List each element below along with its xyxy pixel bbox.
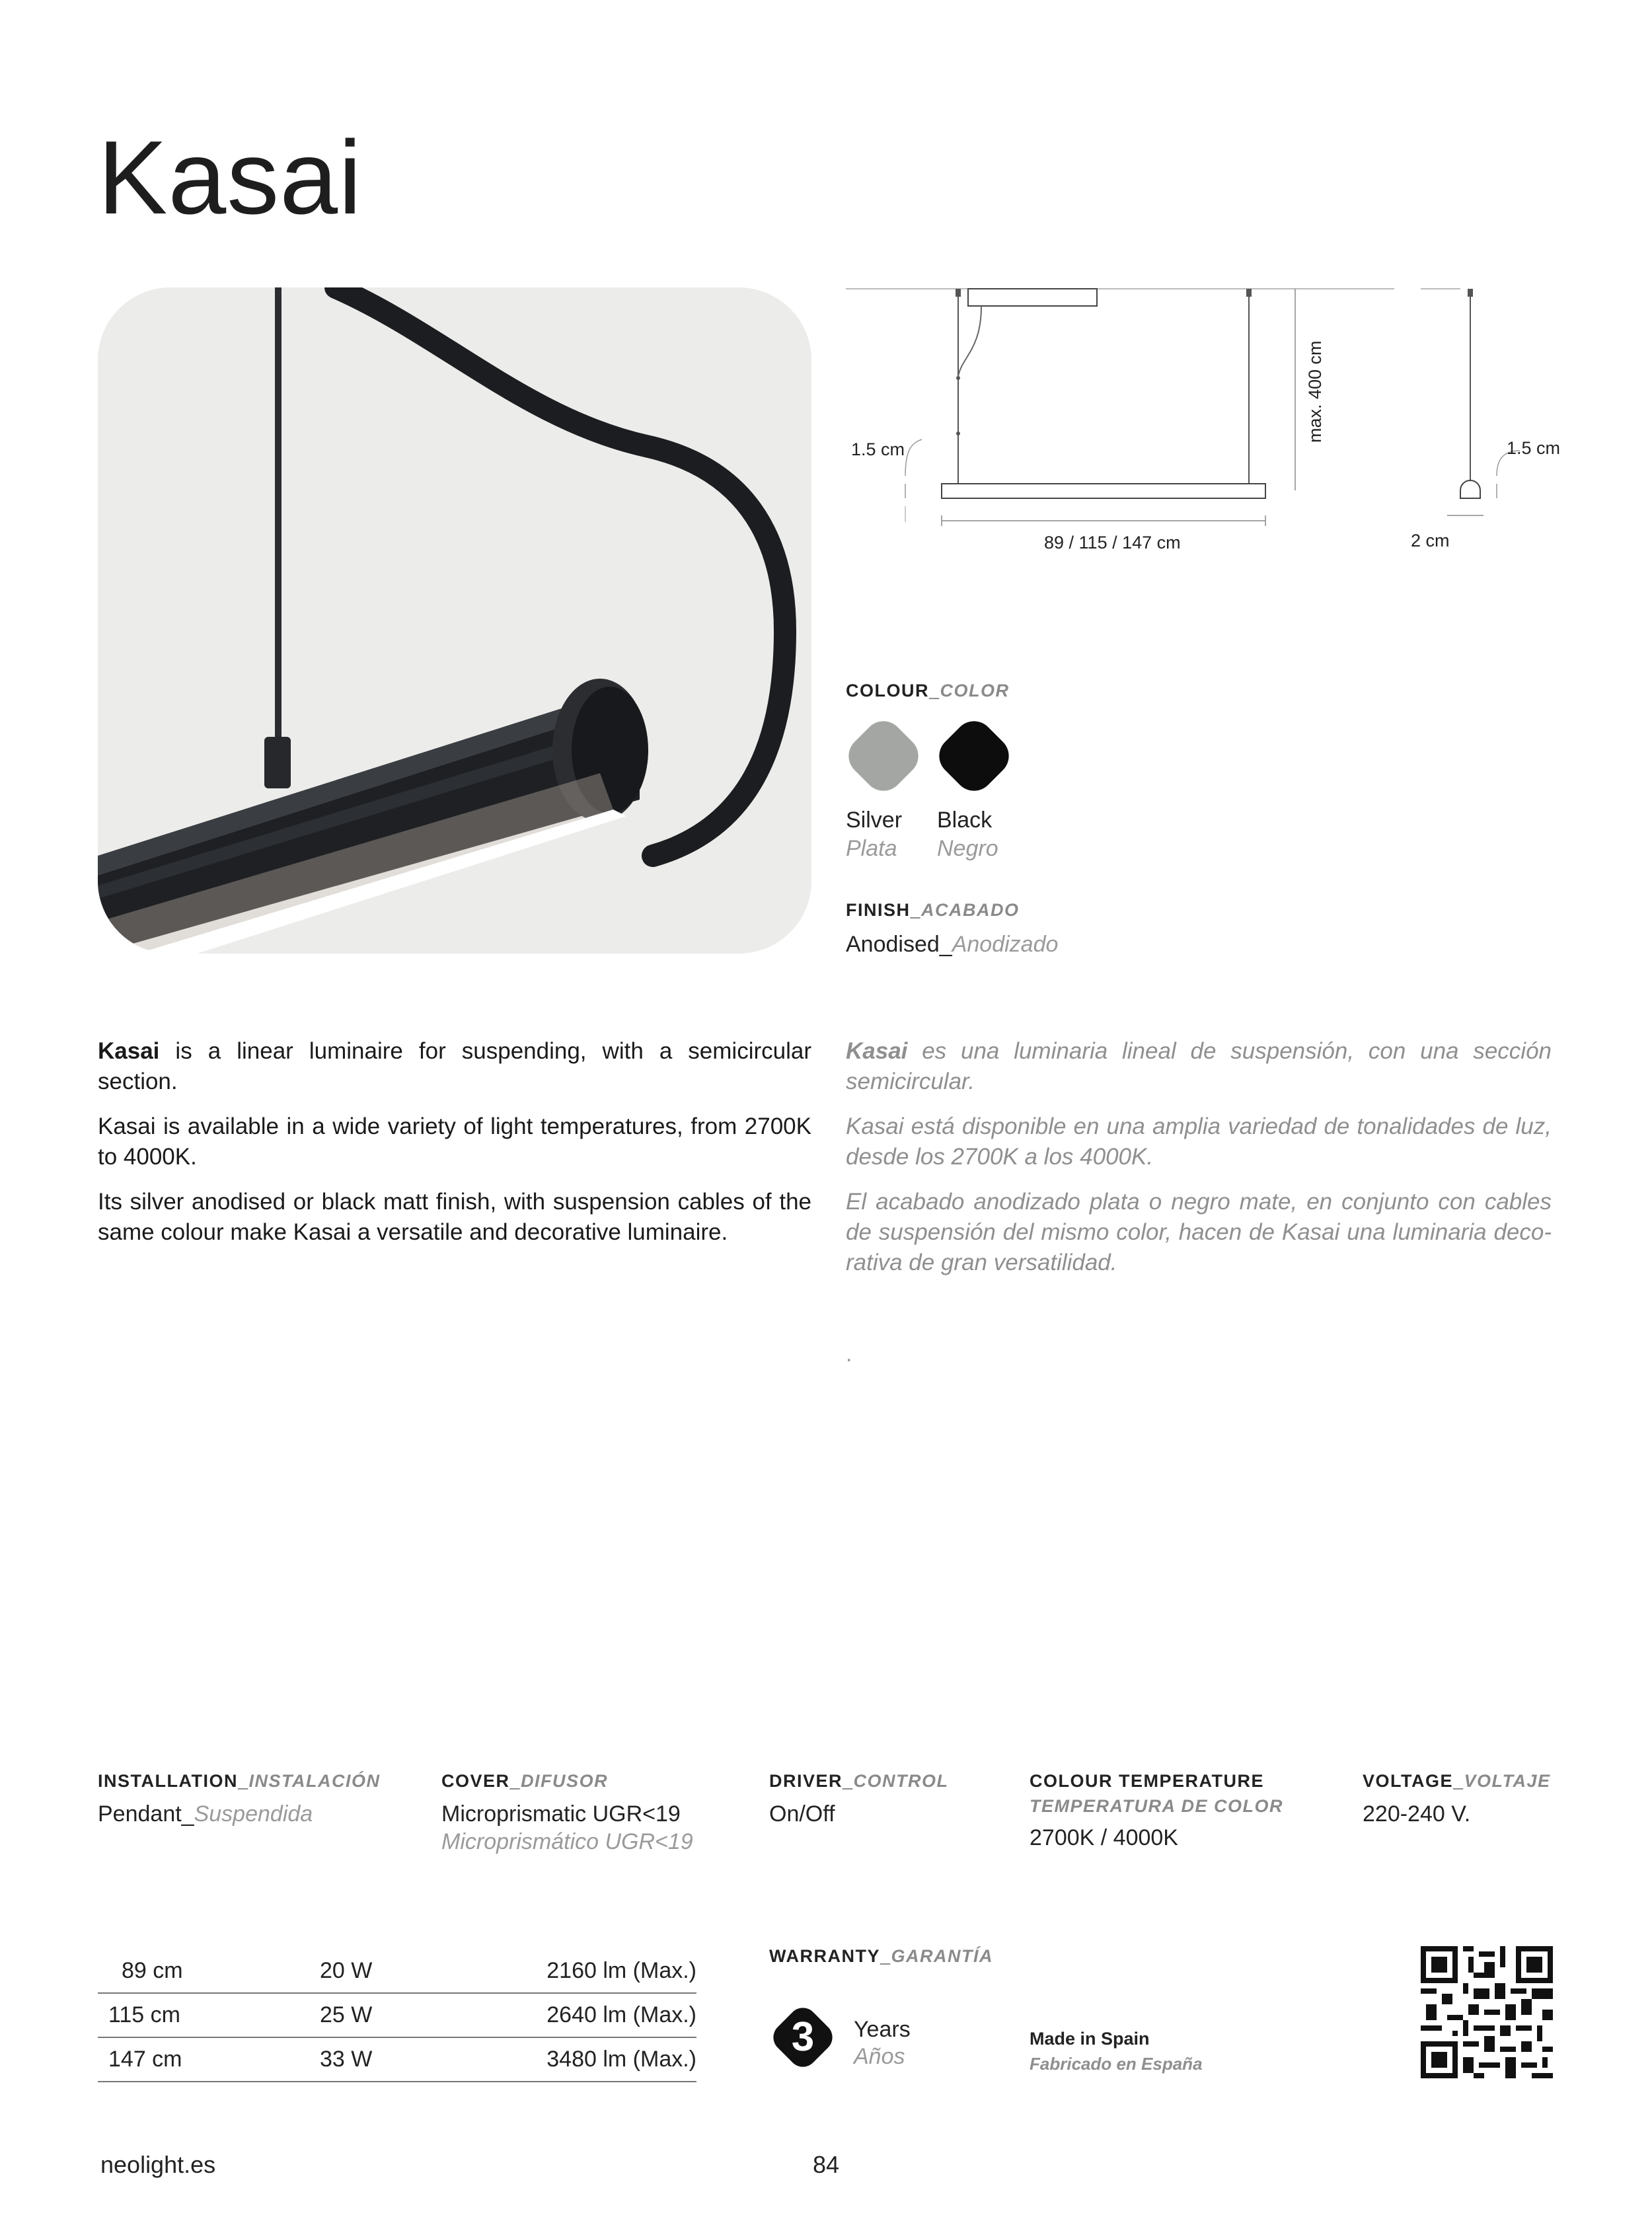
colour-swatch-silver[interactable] <box>841 713 926 799</box>
colour-black-name-es: Negro <box>937 836 998 861</box>
finish-label: FINISH_ACABADO <box>846 900 1020 920</box>
thickness-left-label: 1.5 cm <box>851 439 905 459</box>
colour-label: COLOUR_COLOR <box>846 681 1010 700</box>
website-link[interactable]: neolight.es <box>100 2151 216 2178</box>
model-power: 25 W <box>320 1993 465 2037</box>
dimension-diagram <box>839 278 1573 568</box>
thickness-right-label: 1.5 cm <box>1507 438 1561 458</box>
colour-temperature-label-es: TEMPERATURA DE COLOR <box>1030 1796 1283 1816</box>
warranty-label: WARRANTY_GARANTÍA <box>769 1946 994 1966</box>
colour-silver-name: Silver <box>846 808 903 833</box>
suspension-cable <box>275 287 282 750</box>
made-in-spain: Made in Spain <box>1030 2029 1150 2049</box>
page-title: Kasai <box>98 120 363 236</box>
table-row <box>98 1949 696 1993</box>
description-spanish: Kasai es una luminaria lineal de suspensión, con una sección semicircular. Kasai está disponible en una amplia variedad de tonalidades de luz, desde los 2700K a los 4000K. El acabado anodizado plata o negro mate, en conjunto con cables de suspensión del mismo color, hacen de Kasai una luminaria deco-rativa de gran versatilidad. <box>846 1038 1552 1275</box>
installation-value: Pendant_Suspendida <box>98 1801 313 1827</box>
colour-black-name: Black <box>937 808 993 833</box>
finish-value: Anodised_Anodizado <box>846 932 1059 957</box>
colour-silver-name-es: Plata <box>846 836 897 861</box>
driver-value: On/Off <box>769 1801 835 1827</box>
cover-value: Microprismatic UGR<19 <box>441 1801 681 1827</box>
model-table <box>98 1949 696 2082</box>
model-power: 33 W <box>320 2037 465 2082</box>
model-length: 147 cm <box>98 2037 320 2082</box>
product-photo <box>98 287 811 954</box>
description-english: Kasai is a linear luminaire for suspending, with a semicircular section. Kasai is available in a wide variety of light temperatures, from 2700K to 4000K. Its silver anodised or black matt finish, with suspension cables of the same colour make Kasai a versatile and decorative luminaire. <box>98 1038 811 1245</box>
warranty-years-en: Years <box>854 2017 911 2042</box>
warranty-years-es: Años <box>854 2044 905 2069</box>
width-dimension-label: 2 cm <box>1411 531 1450 550</box>
length-dimension-label: 89 / 115 / 147 cm <box>1044 533 1181 552</box>
voltage-value: 220-240 V. <box>1363 1801 1471 1827</box>
table-row <box>98 2037 696 2082</box>
cover-value-es: Microprismático UGR<19 <box>441 1829 693 1854</box>
qr-code-icon[interactable] <box>1421 1946 1553 2078</box>
page-number: 84 <box>813 2151 840 2178</box>
driver-label: DRIVER_CONTROL <box>769 1771 949 1791</box>
colour-swatch-black[interactable] <box>931 713 1017 799</box>
model-length: 115 cm <box>98 1993 320 2037</box>
model-length: 89 cm <box>98 1949 320 1993</box>
installation-label: INSTALLATION_INSTALACIÓN <box>98 1771 381 1791</box>
stray-dot: . <box>846 1341 852 1367</box>
colour-temperature-label: COLOUR TEMPERATURE <box>1030 1771 1264 1791</box>
made-in-spain-es: Fabricado en España <box>1030 2054 1203 2074</box>
model-power: 20 W <box>320 1949 465 1993</box>
model-flux: 2160 lm (Max.) <box>465 1949 696 1993</box>
cover-label: COVER_DIFUSOR <box>441 1771 609 1791</box>
model-flux: 2640 lm (Max.) <box>465 1993 696 2037</box>
colour-temperature-value: 2700K / 4000K <box>1030 1825 1178 1850</box>
voltage-label: VOLTAGE_VOLTAJE <box>1363 1771 1551 1791</box>
table-row <box>98 1993 696 2037</box>
height-dimension-label: max. 400 cm <box>1305 340 1325 443</box>
model-flux: 3480 lm (Max.) <box>465 2037 696 2082</box>
warranty-years-number: 3 <box>791 2014 815 2060</box>
